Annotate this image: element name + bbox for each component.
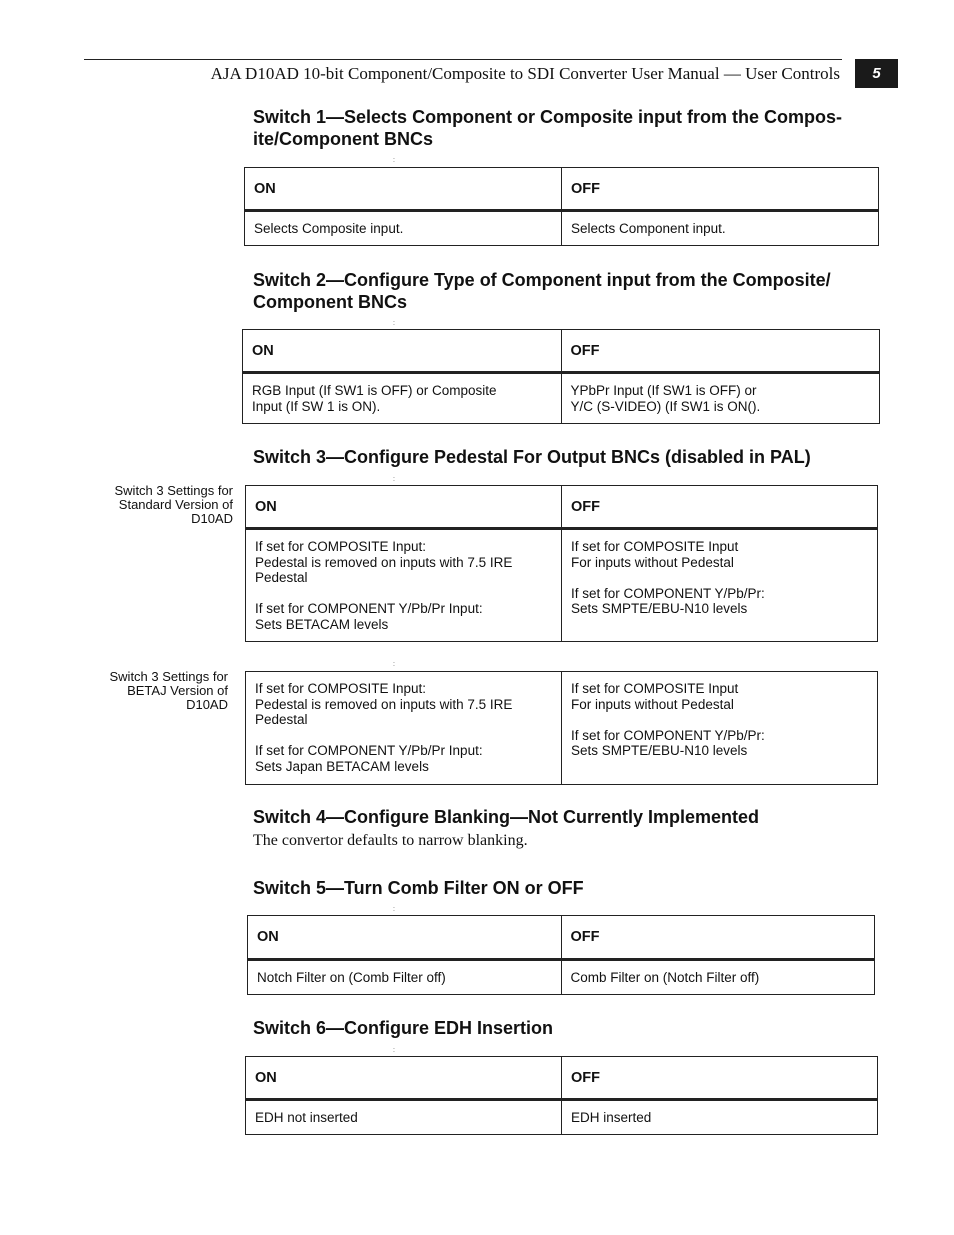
col-off-header: OFF bbox=[562, 486, 878, 529]
col-on-header: ON bbox=[246, 486, 562, 529]
sw2-heading: Switch 2—Configure Type of Component input from the Composite/ Component BNCs bbox=[253, 270, 831, 312]
sw4-heading: Switch 4—Configure Blanking—Not Currently Implemented bbox=[253, 807, 760, 827]
sw1-table bbox=[244, 167, 879, 246]
sw5-on-cell: Notch Filter on (Comb Filter off) bbox=[248, 960, 562, 995]
sw3-betaj-table bbox=[245, 671, 878, 785]
table-anchor-mark: : bbox=[393, 906, 395, 913]
sw5-off-cell: Comb Filter on (Notch Filter off) bbox=[570, 969, 760, 985]
sw3-betaj-off-cell: If set for COMPOSITE Input For inputs without Pedestal If set for COMPONENT Y/Pb/Pr: Sets SMPTE/EBU-N10 levels bbox=[571, 681, 765, 758]
col-on-header: ON bbox=[246, 1057, 562, 1100]
sw1-off-cell: Selects Component input. bbox=[571, 220, 726, 236]
sw3-standard-off-cell: If set for COMPOSITE Input For inputs without Pedestal If set for COMPONENT Y/Pb/Pr: Sets SMPTE/EBU-N10 levels bbox=[571, 539, 765, 616]
col-off-header: OFF bbox=[562, 1057, 878, 1100]
running-header: AJA D10AD 10-bit Component/Composite to SDI Converter User Manual — User Controls bbox=[210, 64, 840, 83]
col-off-header: OFF bbox=[561, 916, 875, 960]
sw3-heading: Switch 3—Configure Pedestal For Output BNCs (disabled in PAL) bbox=[253, 447, 811, 467]
header-rule bbox=[84, 59, 842, 60]
sw3-standard-side-note: Switch 3 Settings for Standard Version of D10AD bbox=[114, 483, 233, 526]
sw5-heading: Switch 5—Turn Comb Filter ON or OFF bbox=[253, 878, 584, 898]
sw5-table bbox=[247, 915, 875, 995]
col-off-header: OFF bbox=[562, 168, 879, 211]
table-anchor-mark: : bbox=[393, 661, 395, 668]
sw3-standard-table bbox=[245, 485, 878, 642]
sw3-standard-on-cell: If set for COMPOSITE Input: Pedestal is removed on inputs with 7.5 IRE Pedestal If set for COMPONENT Y/Pb/Pr Input: Sets BETACAM levels bbox=[246, 529, 562, 642]
sw6-heading: Switch 6—Configure EDH Insertion bbox=[253, 1018, 554, 1038]
sw4-description: The convertor defaults to narrow blanking. bbox=[253, 832, 528, 849]
sw6-off-cell: EDH inserted bbox=[571, 1109, 652, 1125]
sw6-on-cell: EDH not inserted bbox=[246, 1100, 562, 1135]
sw2-table bbox=[242, 329, 880, 424]
sw2-off-cell: YPbPr Input (If SW1 is OFF) or Y/C (S-VIDEO) (If SW1 is ON(). bbox=[570, 383, 761, 414]
page-number: 5 bbox=[855, 59, 898, 88]
sw6-table bbox=[245, 1056, 878, 1135]
col-on-header: ON bbox=[245, 168, 562, 211]
sw1-heading: Switch 1—Selects Component or Composite input from the Compos- ite/Component BNCs bbox=[253, 107, 843, 149]
col-off-header: OFF bbox=[561, 330, 880, 373]
sw3-betaj-side-note: Switch 3 Settings for BETAJ Version of D10AD bbox=[109, 669, 228, 712]
table-anchor-mark: : bbox=[393, 476, 395, 483]
sw1-on-cell: Selects Composite input. bbox=[245, 211, 562, 246]
sw3-betaj-on-cell: If set for COMPOSITE Input: Pedestal is removed on inputs with 7.5 IRE Pedestal If set for COMPONENT Y/Pb/Pr Input: Sets Japan BETACAM levels bbox=[246, 672, 562, 785]
table-anchor-mark: : bbox=[393, 1047, 395, 1054]
table-anchor-mark: : bbox=[393, 320, 395, 327]
table-anchor-mark: : bbox=[393, 157, 395, 164]
sw2-on-cell: RGB Input (If SW1 is OFF) or Composite Input (If SW 1 is ON). bbox=[243, 373, 562, 424]
col-on-header: ON bbox=[248, 916, 562, 960]
col-on-header: ON bbox=[243, 330, 562, 373]
